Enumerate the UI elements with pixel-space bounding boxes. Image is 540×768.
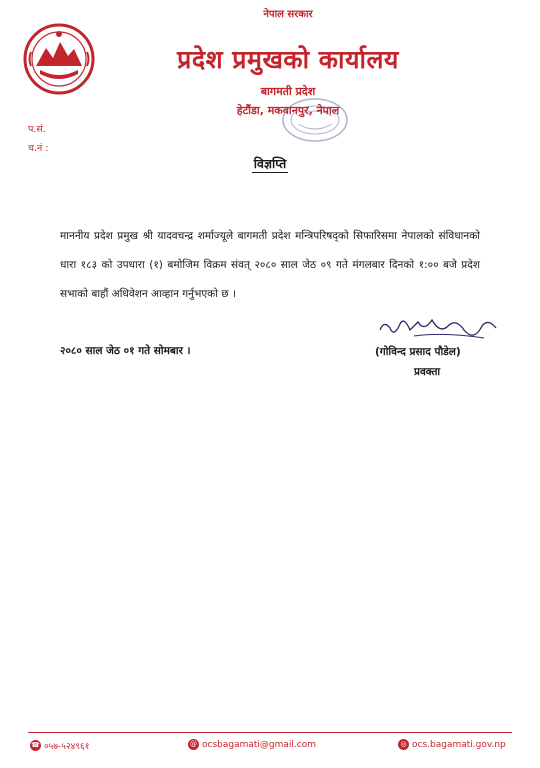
- website-link[interactable]: ocs.bagamati.gov.np: [412, 739, 506, 750]
- signatory-name: (गोविन्द प्रसाद पौडेल): [375, 346, 461, 358]
- office-address: हेटौंडा, मकवानपुर, नेपाल: [236, 104, 340, 117]
- province-name: बागमती प्रदेश: [260, 85, 316, 98]
- signatory-designation: प्रवक्ता: [414, 366, 441, 378]
- notice-body: माननीय प्रदेश प्रमुख श्री यादवचन्द्र शर्माज्यूले बागमती प्रदेश मन्त्रिपरिषद्को सिफारिसमा नेपालको संविधानको धारा १८३ को उपधारा (१) बमोजिम विक्रम संवत् २०८० साल जेठ ०९ गते मंगलबार दिनको १:०० बजे प्रदेश सभाको बाहौं अधिवेशन आव्हान गर्नुभएको छ ।: [60, 230, 480, 300]
- footer-phone: [30, 739, 89, 752]
- office-stamp-icon: [280, 96, 350, 144]
- government-name: नेपाल सरकार: [263, 9, 313, 20]
- email-icon: @: [190, 740, 197, 748]
- notice-title: विज्ञप्ति: [253, 156, 287, 171]
- footer-website: [398, 739, 506, 750]
- notice-date: २०८० साल जेठ ०१ गते सोमबार ।: [60, 345, 191, 357]
- phone-number: ०५७-५२४९६१: [44, 742, 90, 752]
- globe-icon: ◎: [398, 739, 409, 750]
- footer-divider: [28, 732, 512, 733]
- email-address[interactable]: ocsbagamati@gmail.com: [202, 739, 316, 750]
- phone-icon: ☎: [31, 741, 40, 749]
- footer-email: [188, 739, 316, 750]
- office-name: प्रदेश प्रमुखको कार्यालय: [177, 45, 399, 74]
- reference-number-label: प.सं.: [28, 124, 46, 135]
- dispatch-number-label: च.नं :: [28, 143, 49, 154]
